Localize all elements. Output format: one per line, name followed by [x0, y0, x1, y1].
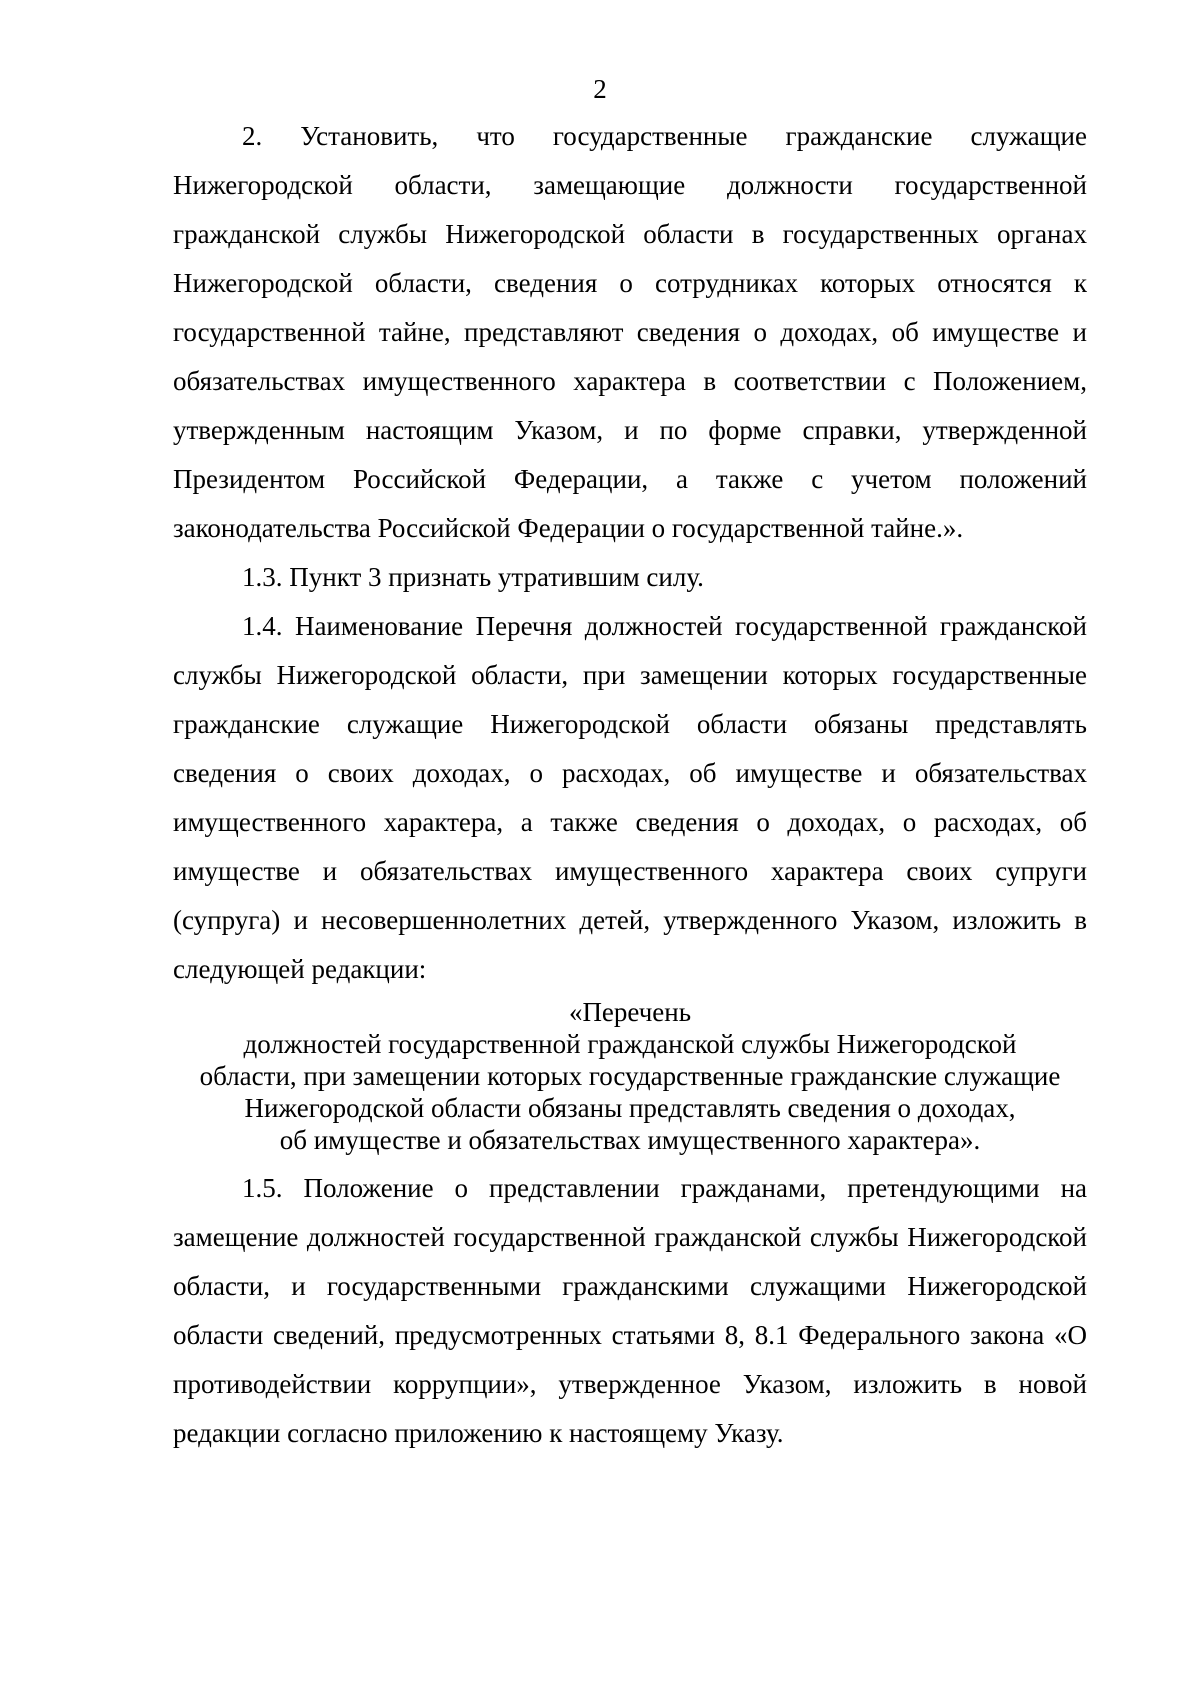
list-title-line: об имуществе и обязательствах имущественного характера». [279, 1125, 981, 1155]
list-title-block [173, 994, 1087, 1164]
page-number: 2 [593, 74, 607, 104]
paragraph-1-3: 1.3. Пункт 3 признать утратившим силу. [242, 562, 704, 592]
list-title-line: «Перечень [568, 997, 692, 1027]
list-title-line: области, при замещении которых государственные гражданские служащие [199, 1061, 1061, 1091]
document-body [173, 112, 1087, 1458]
list-title-line: должностей государственной гражданской службы Нижегородской [243, 1029, 1017, 1059]
paragraph-2: 2. Установить, что государственные гражданские служащие Нижегородской области, замещающие должности государственной гражданской службы Нижегородской области в государственных органах Нижегородской области, сведения о сотрудниках которых относятся к государственной тайне, представляют сведения о доходах, об имуществе и обязательствах имущественного характера в соответствии с Положением, утвержденным настоящим Указом, и по форме справки, утвержденной Президентом Российской Федерации, а также с учетом положений законодательства Российской Федерации о государственной тайне.». [173, 121, 1087, 543]
paragraph-1-4: 1.4. Наименование Перечня должностей государственной гражданской службы Нижегородской области, при замещении которых государственные гражданские служащие Нижегородской области обязаны представлять сведения о своих доходах, о расходах, об имуществе и обязательствах имущественного характера, а также сведения о доходах, о расходах, об имуществе и обязательствах имущественного характера своих супруги (супруга) и несовершеннолетних детей, утвержденного Указом, изложить в следующей редакции: [173, 611, 1087, 984]
paragraph-1-5: 1.5. Положение о представлении гражданами, претендующими на замещение должностей государственной гражданской службы Нижегородской области, и государственными гражданскими служащими Нижегородской области сведений, предусмотренных статьями 8, 8.1 Федерального закона «О противодействии коррупции», утвержденное Указом, изложить в новой редакции согласно приложению к настоящему Указу. [173, 1173, 1087, 1448]
list-title-line: Нижегородской области обязаны представлять сведения о доходах, [244, 1093, 1016, 1123]
